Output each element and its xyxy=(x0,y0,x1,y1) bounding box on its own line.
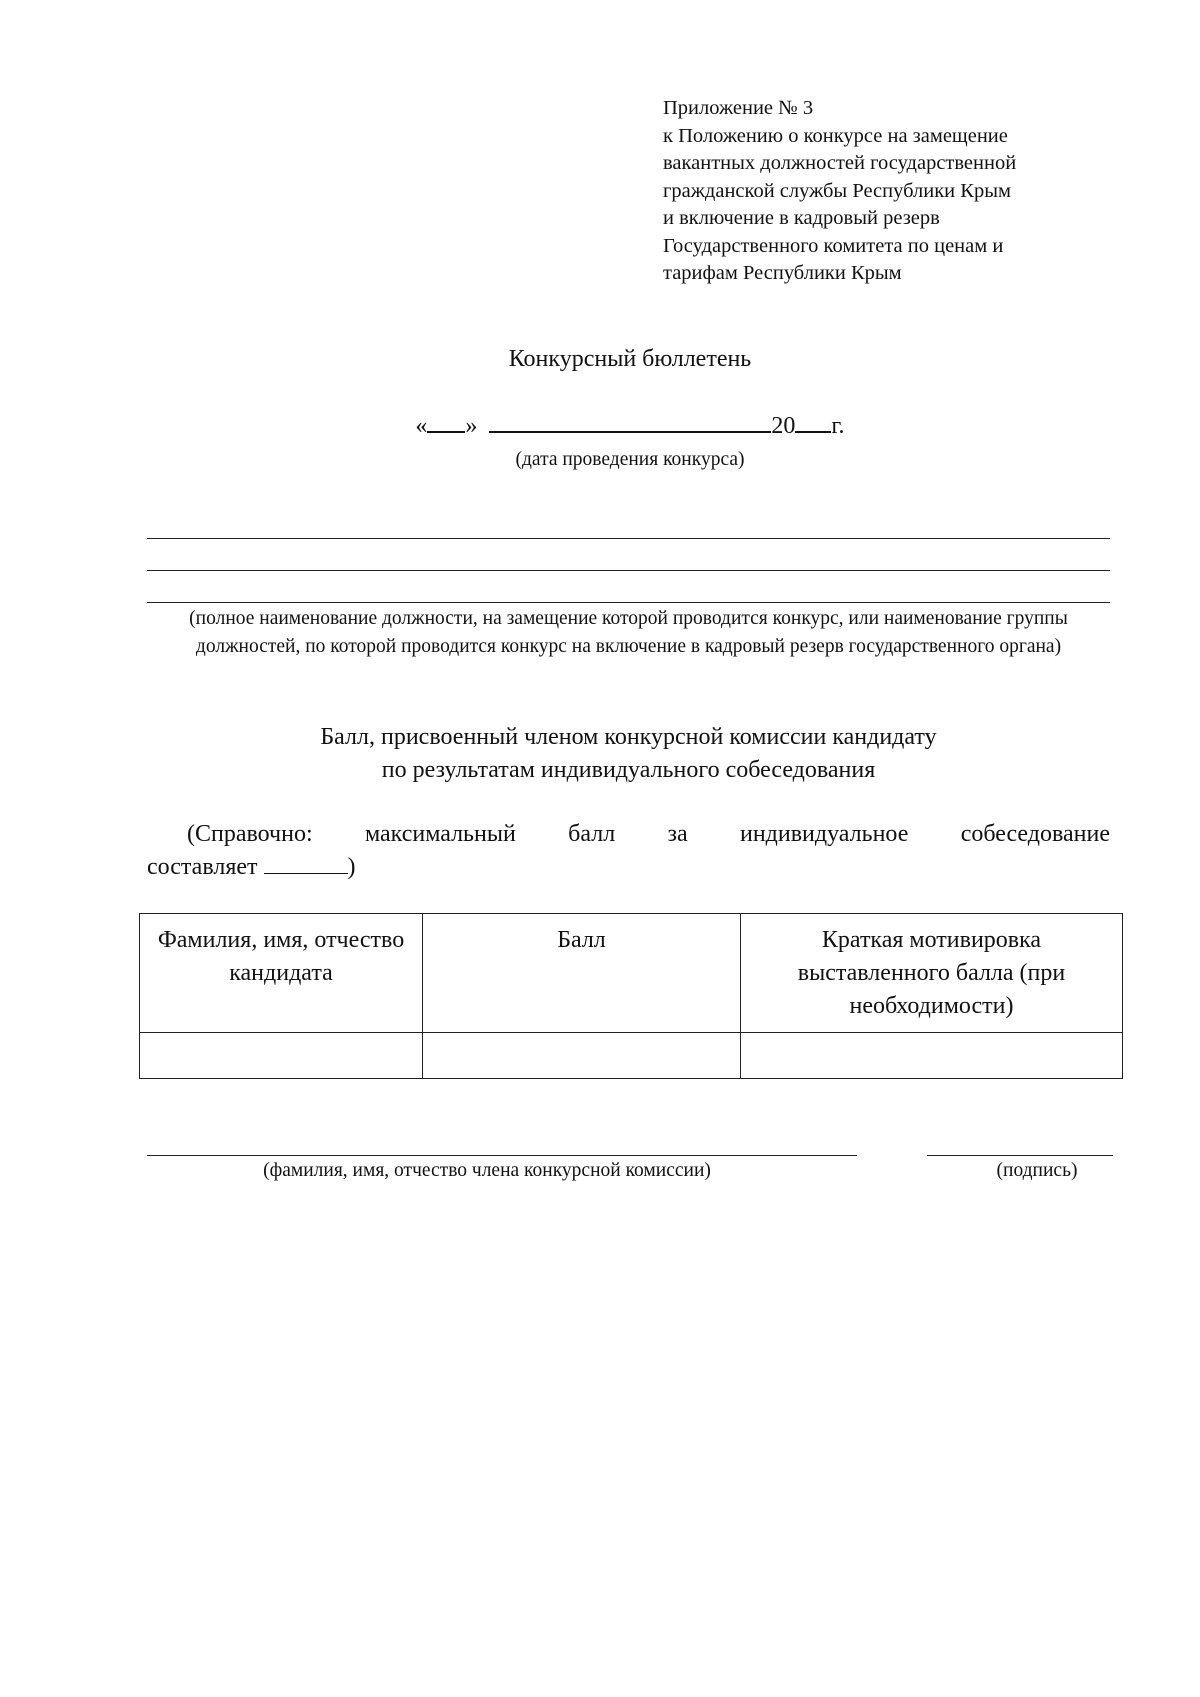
note-line2-prefix: составляет xyxy=(147,854,258,880)
year-blank[interactable] xyxy=(795,409,831,433)
signature-line[interactable] xyxy=(927,1155,1113,1156)
appendix-line: к Положению о конкурсе на замещение xyxy=(663,124,1008,147)
reference-note-line xyxy=(147,818,1110,851)
note-word: индивидуальное xyxy=(739,821,909,847)
appendix-line: вакантных должностей государственной xyxy=(663,152,1017,174)
score-heading-line: по результатам индивидуального собеседования xyxy=(381,757,876,783)
header-score: Балл xyxy=(423,914,741,1033)
candidate-name-cell[interactable] xyxy=(140,1033,423,1079)
table-header-row xyxy=(140,914,1123,1033)
note-word: (Справочно: xyxy=(187,821,313,847)
day-blank[interactable] xyxy=(427,409,465,433)
position-line[interactable] xyxy=(147,570,1110,571)
score-cell[interactable] xyxy=(423,1033,741,1079)
appendix-line: Государственного комитета по ценам и xyxy=(663,234,1004,257)
appendix-line: тарифам Республики Крым xyxy=(663,262,902,284)
date-caption: (дата проведения конкурса) xyxy=(515,449,745,470)
position-line[interactable] xyxy=(147,602,1110,603)
note-line2-suffix: ) xyxy=(347,854,356,880)
max-score-blank[interactable] xyxy=(264,853,348,874)
position-caption: (полное наименование должности, на замещение которой проводится конкурс, или наименование группы должностей, по которой проводится конкурс на включение в кадровый резерв государственного органа) xyxy=(189,608,1068,657)
close-quote: » xyxy=(465,413,478,439)
appendix-line: гражданской службы Республики Крым xyxy=(663,179,1011,202)
note-word: за xyxy=(667,821,688,847)
month-blank[interactable] xyxy=(489,409,771,433)
open-quote: « xyxy=(415,413,428,439)
motivation-cell[interactable] xyxy=(741,1033,1123,1079)
appendix-block xyxy=(663,95,1103,288)
document-title: Конкурсный бюллетень xyxy=(508,346,752,372)
reference-note-line xyxy=(147,851,1110,884)
signature-caption: (подпись) xyxy=(996,1160,1078,1181)
score-heading-line: Балл, присвоенный членом конкурсной комиссии кандидату xyxy=(320,724,937,750)
member-name-line[interactable] xyxy=(147,1155,857,1156)
year-prefix: 20 xyxy=(771,413,796,439)
header-candidate-name: Фамилия, имя, отчество кандидата xyxy=(140,914,423,1033)
appendix-line: Приложение № 3 xyxy=(663,97,814,119)
year-suffix: г. xyxy=(831,413,845,439)
note-word: собеседование xyxy=(960,821,1110,847)
member-name-caption: (фамилия, имя, отчество члена конкурсной комиссии) xyxy=(263,1160,711,1181)
reference-note xyxy=(147,818,1110,884)
header-motivation: Краткая мотивировка выставленного балла (при необходимости) xyxy=(741,914,1123,1033)
appendix-line: и включение в кадровый резерв xyxy=(663,207,940,229)
table-row xyxy=(140,1033,1123,1079)
note-word: максимальный xyxy=(364,821,516,847)
date-row xyxy=(0,409,1200,440)
score-table xyxy=(139,913,1123,1079)
score-heading xyxy=(147,721,1110,787)
position-line[interactable] xyxy=(147,538,1110,539)
note-word: балл xyxy=(568,821,616,847)
